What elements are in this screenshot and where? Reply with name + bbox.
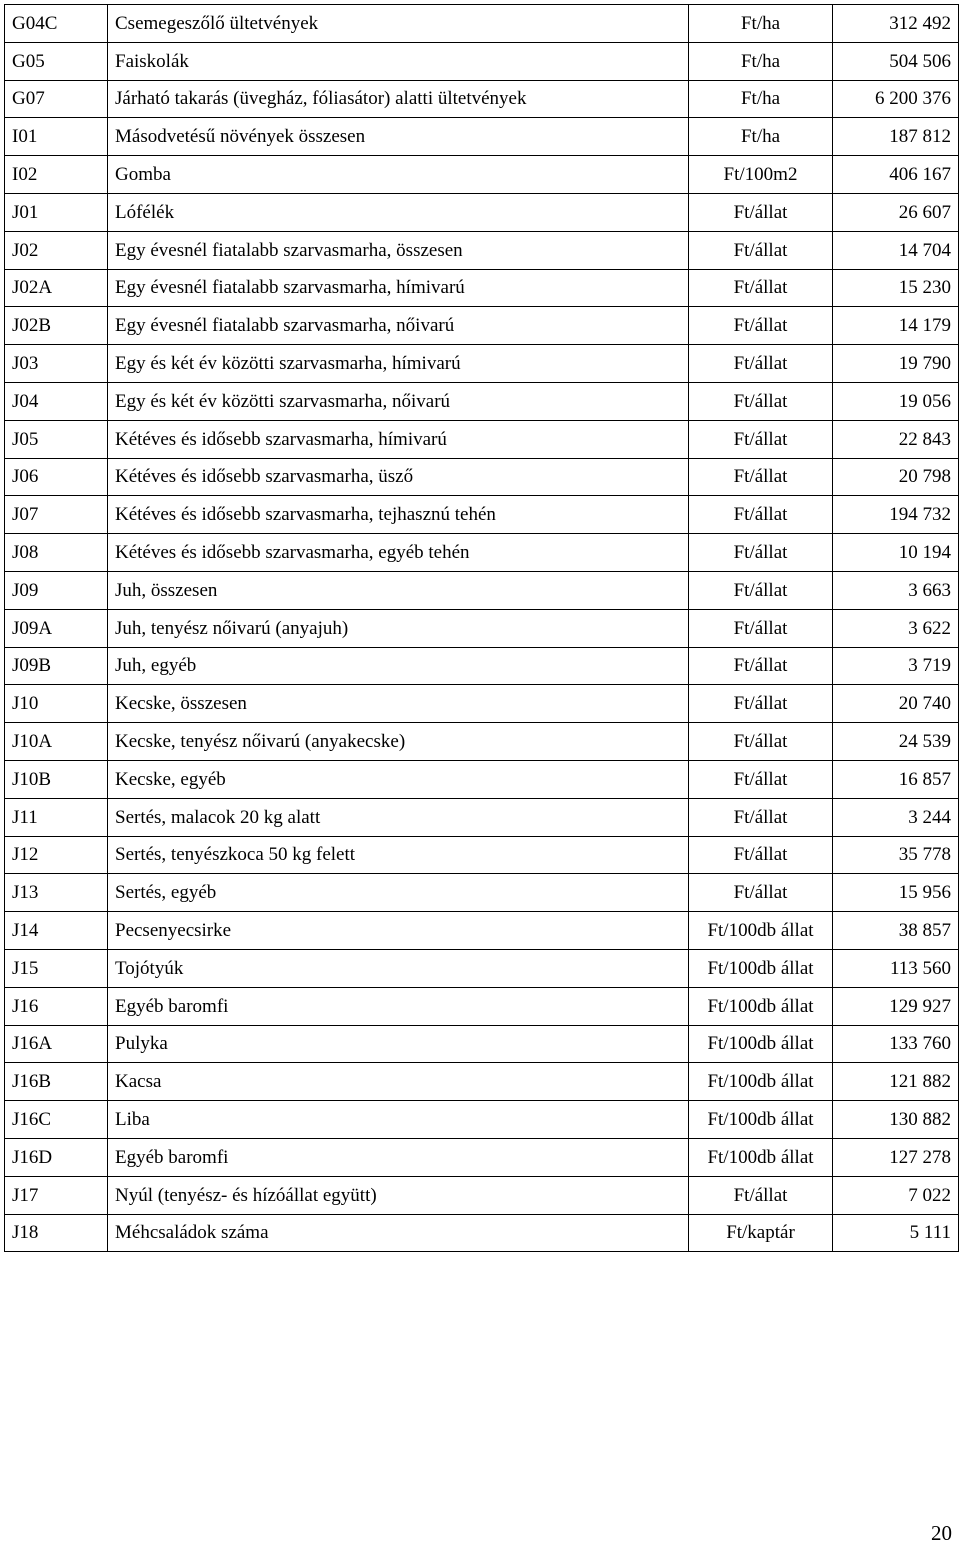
row-description: Pulyka	[108, 1025, 689, 1063]
row-code: G04C	[5, 5, 108, 43]
table-row	[5, 874, 959, 912]
row-description: Egyéb baromfi	[108, 987, 689, 1025]
row-unit: Ft/állat	[689, 231, 833, 269]
row-description: Lófélék	[108, 193, 689, 231]
row-code: J02A	[5, 269, 108, 307]
row-value: 406 167	[833, 156, 959, 194]
table-row	[5, 1138, 959, 1176]
row-description: Méhcsaládok száma	[108, 1214, 689, 1252]
row-unit: Ft/állat	[689, 760, 833, 798]
row-unit: Ft/állat	[689, 685, 833, 723]
row-code: J16A	[5, 1025, 108, 1063]
row-value: 133 760	[833, 1025, 959, 1063]
row-code: G05	[5, 42, 108, 80]
table-row	[5, 912, 959, 950]
row-value: 121 882	[833, 1063, 959, 1101]
row-value: 3 244	[833, 798, 959, 836]
row-unit: Ft/állat	[689, 874, 833, 912]
row-code: J10B	[5, 760, 108, 798]
row-description: Egy és két év közötti szarvasmarha, hímivarú	[108, 345, 689, 383]
row-unit: Ft/állat	[689, 836, 833, 874]
row-code: J17	[5, 1176, 108, 1214]
row-unit: Ft/állat	[689, 647, 833, 685]
row-code: J09B	[5, 647, 108, 685]
row-description: Kétéves és idősebb szarvasmarha, egyéb tehén	[108, 534, 689, 572]
row-code: J04	[5, 382, 108, 420]
table-row	[5, 1063, 959, 1101]
row-value: 113 560	[833, 949, 959, 987]
row-description: Egy és két év közötti szarvasmarha, nőivarú	[108, 382, 689, 420]
table-row	[5, 42, 959, 80]
table-row	[5, 231, 959, 269]
row-unit: Ft/állat	[689, 571, 833, 609]
data-table	[4, 4, 959, 1252]
row-description: Kétéves és idősebb szarvasmarha, tejhasznú tehén	[108, 496, 689, 534]
row-value: 129 927	[833, 987, 959, 1025]
row-unit: Ft/állat	[689, 269, 833, 307]
row-value: 22 843	[833, 420, 959, 458]
row-unit: Ft/100db állat	[689, 1025, 833, 1063]
table-row	[5, 798, 959, 836]
row-description: Juh, tenyész nőivarú (anyajuh)	[108, 609, 689, 647]
row-description: Gomba	[108, 156, 689, 194]
row-value: 7 022	[833, 1176, 959, 1214]
table-row	[5, 1025, 959, 1063]
table-row	[5, 647, 959, 685]
row-unit: Ft/állat	[689, 382, 833, 420]
row-unit: Ft/állat	[689, 307, 833, 345]
table-row	[5, 420, 959, 458]
row-value: 3 663	[833, 571, 959, 609]
row-code: J15	[5, 949, 108, 987]
row-value: 5 111	[833, 1214, 959, 1252]
row-code: J09	[5, 571, 108, 609]
row-value: 14 704	[833, 231, 959, 269]
table-row	[5, 118, 959, 156]
row-value: 194 732	[833, 496, 959, 534]
row-description: Sertés, malacok 20 kg alatt	[108, 798, 689, 836]
row-value: 16 857	[833, 760, 959, 798]
row-description: Faiskolák	[108, 42, 689, 80]
row-value: 24 539	[833, 723, 959, 761]
row-unit: Ft/állat	[689, 534, 833, 572]
row-code: J10	[5, 685, 108, 723]
row-code: J12	[5, 836, 108, 874]
row-value: 35 778	[833, 836, 959, 874]
table-row	[5, 1101, 959, 1139]
row-value: 26 607	[833, 193, 959, 231]
table-row	[5, 609, 959, 647]
row-code: J11	[5, 798, 108, 836]
row-unit: Ft/ha	[689, 5, 833, 43]
row-unit: Ft/ha	[689, 42, 833, 80]
row-description: Másodvetésű növények összesen	[108, 118, 689, 156]
row-value: 15 230	[833, 269, 959, 307]
row-value: 312 492	[833, 5, 959, 43]
row-code: J16	[5, 987, 108, 1025]
table-row	[5, 949, 959, 987]
row-description: Egy évesnél fiatalabb szarvasmarha, hímivarú	[108, 269, 689, 307]
table-row	[5, 5, 959, 43]
row-code: J06	[5, 458, 108, 496]
row-code: J03	[5, 345, 108, 383]
row-description: Járható takarás (üvegház, fóliasátor) alatti ültetvények	[108, 80, 689, 118]
row-value: 3 622	[833, 609, 959, 647]
row-value: 20 740	[833, 685, 959, 723]
table-row	[5, 458, 959, 496]
row-value: 19 056	[833, 382, 959, 420]
row-description: Egy évesnél fiatalabb szarvasmarha, nőivarú	[108, 307, 689, 345]
row-description: Nyúl (tenyész- és hízóállat együtt)	[108, 1176, 689, 1214]
row-description: Csemegeszőlő ültetvények	[108, 5, 689, 43]
row-code: J13	[5, 874, 108, 912]
row-code: J02B	[5, 307, 108, 345]
table-row	[5, 836, 959, 874]
row-code: J09A	[5, 609, 108, 647]
row-value: 14 179	[833, 307, 959, 345]
row-unit: Ft/100m2	[689, 156, 833, 194]
row-code: J08	[5, 534, 108, 572]
row-description: Tojótyúk	[108, 949, 689, 987]
row-code: J07	[5, 496, 108, 534]
row-description: Liba	[108, 1101, 689, 1139]
row-unit: Ft/100db állat	[689, 987, 833, 1025]
table-row	[5, 1214, 959, 1252]
row-value: 38 857	[833, 912, 959, 950]
table-row	[5, 345, 959, 383]
row-description: Kétéves és idősebb szarvasmarha, hímivarú	[108, 420, 689, 458]
row-code: J10A	[5, 723, 108, 761]
row-description: Kétéves és idősebb szarvasmarha, üsző	[108, 458, 689, 496]
row-unit: Ft/100db állat	[689, 1063, 833, 1101]
table-row	[5, 571, 959, 609]
row-code: I01	[5, 118, 108, 156]
row-unit: Ft/100db állat	[689, 1101, 833, 1139]
row-unit: Ft/állat	[689, 193, 833, 231]
table-row	[5, 1176, 959, 1214]
table-row	[5, 80, 959, 118]
row-value: 19 790	[833, 345, 959, 383]
row-unit: Ft/ha	[689, 80, 833, 118]
row-description: Juh, egyéb	[108, 647, 689, 685]
row-unit: Ft/állat	[689, 723, 833, 761]
table-row	[5, 382, 959, 420]
row-code: J01	[5, 193, 108, 231]
row-unit: Ft/állat	[689, 496, 833, 534]
row-unit: Ft/ha	[689, 118, 833, 156]
row-code: J16B	[5, 1063, 108, 1101]
row-code: J05	[5, 420, 108, 458]
row-unit: Ft/100db állat	[689, 949, 833, 987]
row-description: Sertés, egyéb	[108, 874, 689, 912]
row-code: J16C	[5, 1101, 108, 1139]
row-unit: Ft/állat	[689, 345, 833, 383]
row-description: Egyéb baromfi	[108, 1138, 689, 1176]
row-unit: Ft/állat	[689, 420, 833, 458]
table-row	[5, 534, 959, 572]
row-description: Sertés, tenyészkoca 50 kg felett	[108, 836, 689, 874]
row-value: 130 882	[833, 1101, 959, 1139]
table-row	[5, 760, 959, 798]
page-number: 20	[931, 1521, 952, 1545]
row-code: J14	[5, 912, 108, 950]
row-unit: Ft/kaptár	[689, 1214, 833, 1252]
row-description: Kecske, összesen	[108, 685, 689, 723]
row-unit: Ft/állat	[689, 798, 833, 836]
row-description: Egy évesnél fiatalabb szarvasmarha, összesen	[108, 231, 689, 269]
table-row	[5, 269, 959, 307]
row-description: Kacsa	[108, 1063, 689, 1101]
row-unit: Ft/100db állat	[689, 1138, 833, 1176]
row-unit: Ft/állat	[689, 1176, 833, 1214]
table-body	[5, 5, 959, 1252]
table-row	[5, 685, 959, 723]
table-row	[5, 723, 959, 761]
row-value: 15 956	[833, 874, 959, 912]
row-value: 504 506	[833, 42, 959, 80]
row-code: I02	[5, 156, 108, 194]
row-description: Kecske, egyéb	[108, 760, 689, 798]
row-description: Juh, összesen	[108, 571, 689, 609]
table-row	[5, 307, 959, 345]
row-value: 6 200 376	[833, 80, 959, 118]
table-row	[5, 987, 959, 1025]
row-value: 3 719	[833, 647, 959, 685]
row-code: J18	[5, 1214, 108, 1252]
row-value: 127 278	[833, 1138, 959, 1176]
row-value: 187 812	[833, 118, 959, 156]
row-value: 20 798	[833, 458, 959, 496]
row-unit: Ft/100db állat	[689, 912, 833, 950]
table-row	[5, 193, 959, 231]
row-code: J02	[5, 231, 108, 269]
row-description: Kecske, tenyész nőivarú (anyakecske)	[108, 723, 689, 761]
row-code: G07	[5, 80, 108, 118]
table-row	[5, 156, 959, 194]
row-unit: Ft/állat	[689, 458, 833, 496]
row-value: 10 194	[833, 534, 959, 572]
row-unit: Ft/állat	[689, 609, 833, 647]
table-row	[5, 496, 959, 534]
row-code: J16D	[5, 1138, 108, 1176]
row-description: Pecsenyecsirke	[108, 912, 689, 950]
